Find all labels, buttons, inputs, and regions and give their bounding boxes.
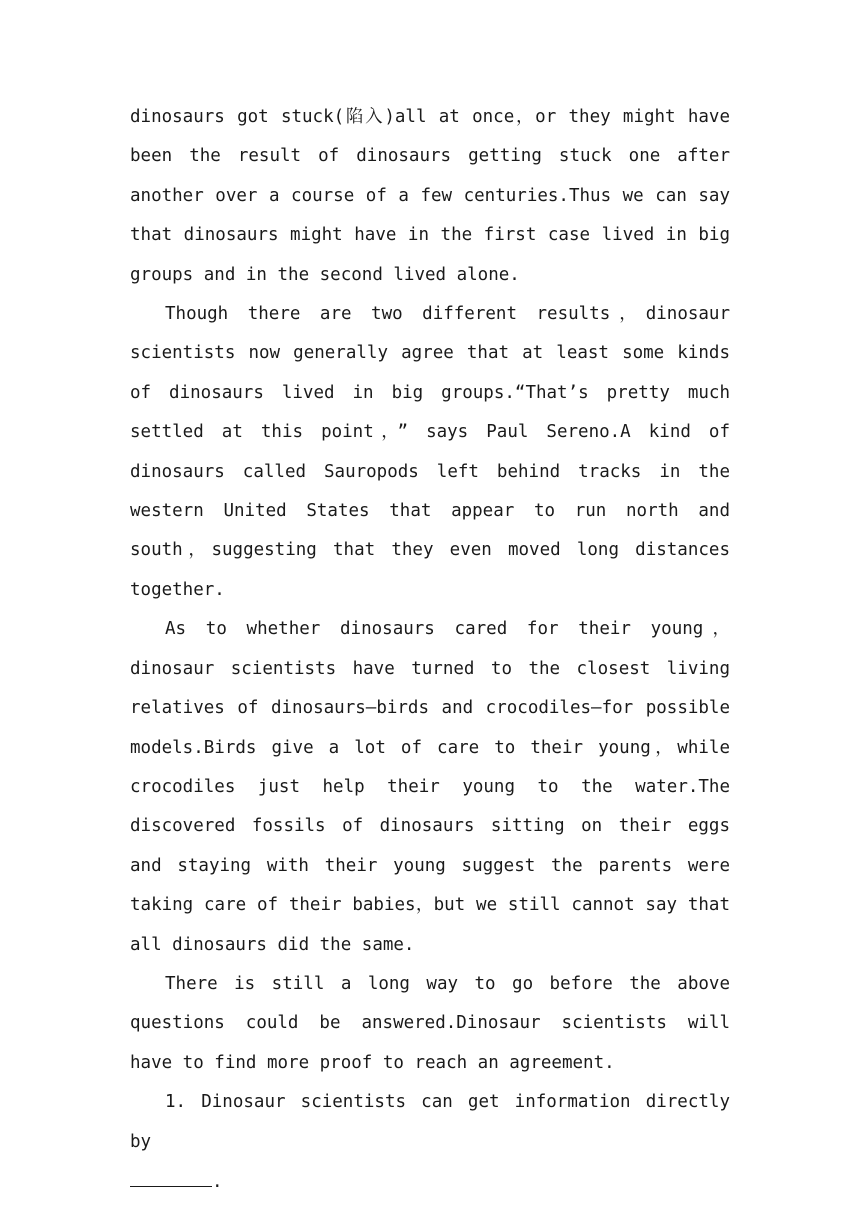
paragraph-2: Though there are two different results，dinosaur scientists now generally agree that at least some kinds of dinosaurs lived in big groups.“That’s pretty much settled at this point，” says Paul Sereno.A kind of dinosaurs called Sauropods left behind tracks in the western United States that appear to run north and south，suggesting that they even moved long distances together. xyxy=(130,304,730,600)
paragraph-3: As to whether dinosaurs cared for their young，dinosaur scientists have turned to the closest living relatives of dinosaurs—birds and crocodiles—for possible models.Birds give a lot of care to their young，while crocodiles just help their young to the water.The discovered fossils of dinosaurs sitting on their eggs and staying with their young suggest the parents were taking care of their babies，but we still cannot say that all dinosaurs did the same. xyxy=(130,619,730,955)
question-number: 1. xyxy=(165,1092,187,1113)
answer-blank[interactable] xyxy=(130,1162,212,1187)
question-end-punct: . xyxy=(212,1171,223,1192)
paragraph-1: dinosaurs got stuck(陷入)all at once，or they might have been the result of dinosaurs getting stuck one after another over a course of a few centuries.Thus we can say that dinosaurs might have in the first case lived in big groups and in the second lived alone. xyxy=(130,107,730,285)
answer-line xyxy=(130,1162,730,1202)
document-page xyxy=(130,98,730,1202)
paragraph-4: There is still a long way to go before the above questions could be answered.Dinosaur scientists will have to find more proof to reach an agreement. xyxy=(130,973,730,1073)
question-1 xyxy=(130,1083,730,1202)
question-text: Dinosaur scientists can get information directly by xyxy=(130,1092,730,1152)
